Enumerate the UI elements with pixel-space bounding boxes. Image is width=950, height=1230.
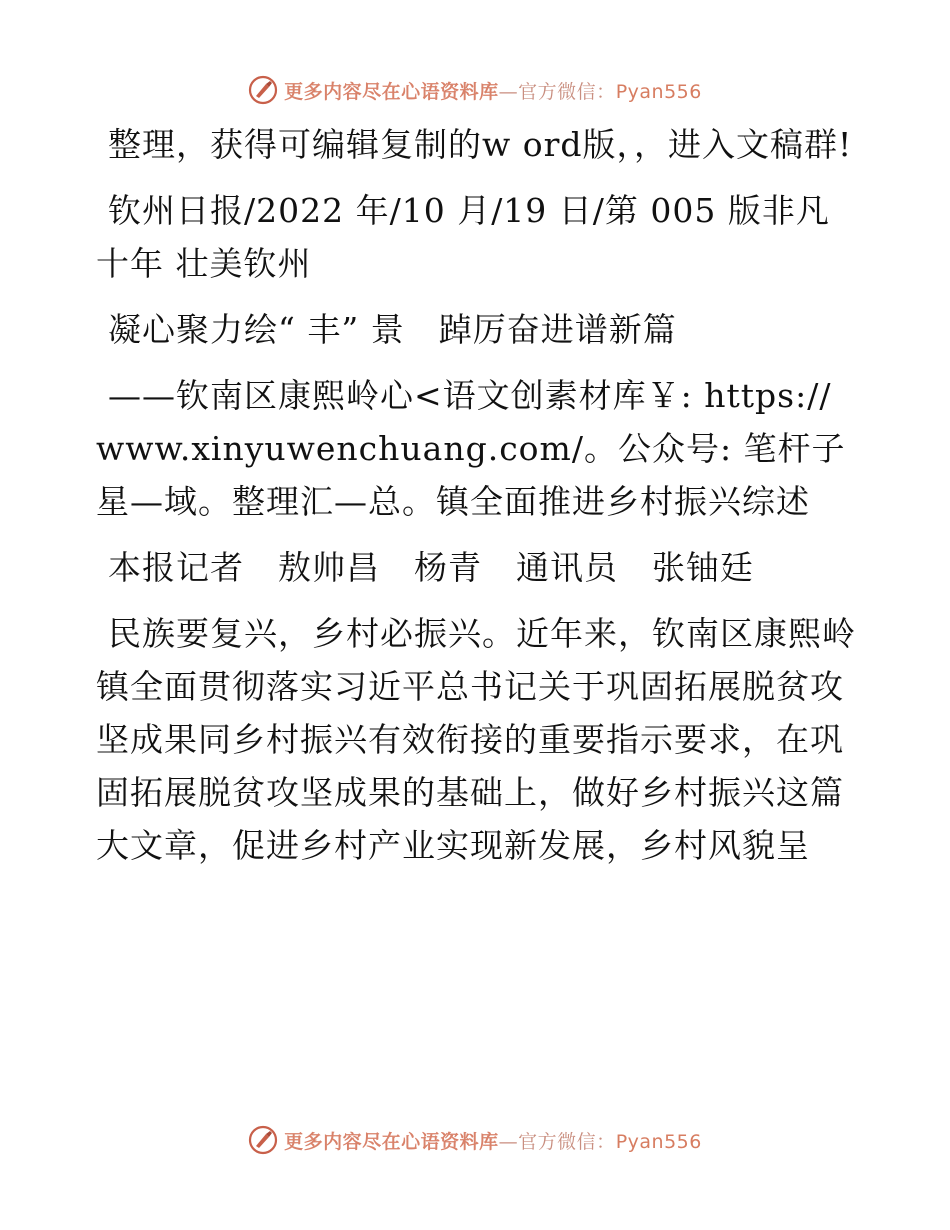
- watermark-official: 官方微信：: [518, 80, 616, 103]
- watermark-site: 更多内容尽在心语资料库: [284, 80, 499, 103]
- article-title: 凝心聚力绘“ 丰” 景 踔厉奋进谱新篇: [108, 310, 677, 349]
- article-subtitle: ——钦南区康熙岭心<语文创素材库￥: https://www.xinyuwenchuang.com/。公众号: 笔杆子星—域。整理汇—总。镇全面推进乡村振兴综述: [96, 376, 846, 521]
- byline: 本报记者 敖帅昌 杨青 通讯员 张铀廷: [108, 548, 754, 587]
- watermark-text: [284, 1127, 702, 1154]
- source-line: 钦州日报/2022 年/10 月/19 日/第 005 版非凡十年 壮美钦州: [96, 191, 830, 283]
- document-body: [96, 118, 856, 885]
- pen-nib-logo-icon: [248, 1125, 278, 1155]
- watermark-wechat-id: Pyan556: [615, 80, 702, 103]
- watermark-separator: —: [498, 80, 519, 103]
- watermark-text: [284, 77, 702, 104]
- footer-watermark: [0, 1120, 950, 1160]
- header-watermark: [0, 70, 950, 110]
- body-paragraph: 民族要复兴，乡村必振兴。近年来，钦南区康熙岭镇全面贯彻落实习近平总书记关于巩固拓展脱贫攻坚成果同乡村振兴有效衔接的重要指示要求，在巩固拓展脱贫攻坚成果的基础上，做好乡村振兴这篇大文章，促进乡村产业实现新发展，乡村风貌呈: [96, 614, 856, 865]
- watermark-separator: —: [498, 1130, 519, 1153]
- watermark-official: 官方微信：: [518, 1130, 616, 1153]
- watermark-wechat-id: Pyan556: [615, 1130, 702, 1153]
- pen-nib-logo-icon: [248, 75, 278, 105]
- intro-paragraph: 整理，获得可编辑复制的w ord版，，进入文稿群!: [108, 125, 853, 164]
- watermark-site: 更多内容尽在心语资料库: [284, 1130, 499, 1153]
